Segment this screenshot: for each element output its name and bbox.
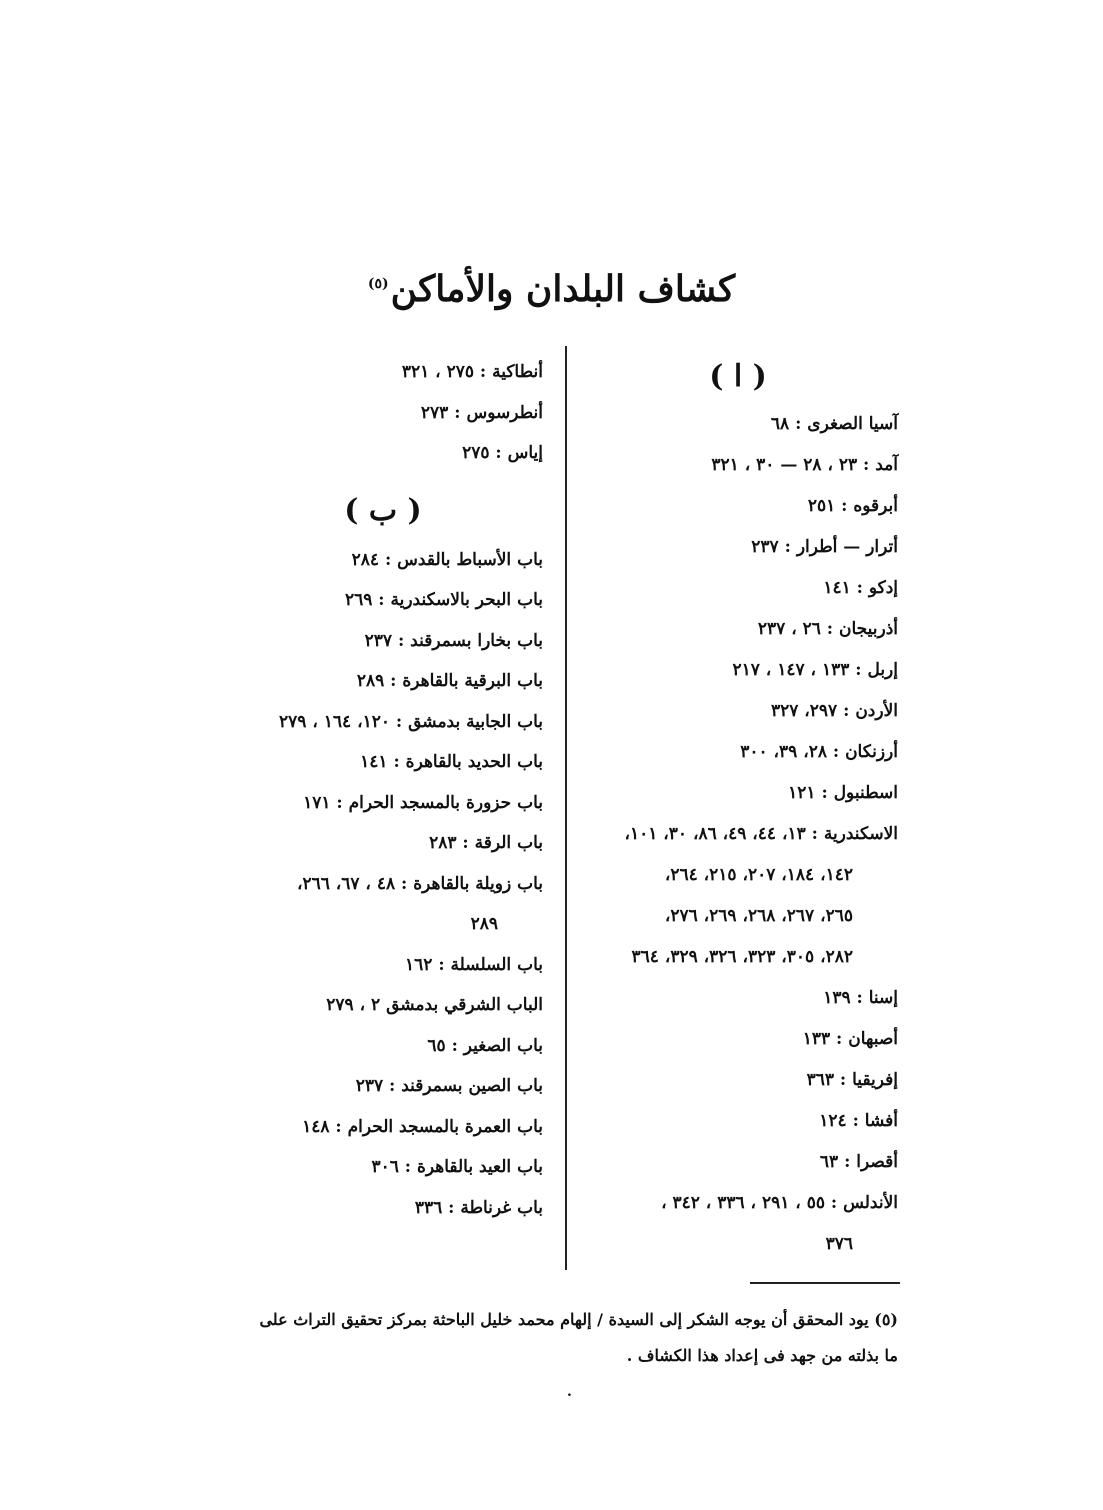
entry: باب الصين بسمرقند : ٢٣٧ bbox=[355, 1076, 543, 1096]
entry: باب البحر بالاسكندرية : ٢٦٩ bbox=[344, 590, 543, 610]
entry: أفشا : ١٢٤ bbox=[819, 1111, 898, 1131]
footnote-line: (٥) يود المحقق أن يوجه الشكر إلى السيدة / إلهام محمد خليل الباحثة بمركز تحقيق التراث على bbox=[259, 1310, 898, 1329]
entry: باب حزورة بالمسجد الحرام : ١٧١ bbox=[303, 792, 543, 813]
column-divider bbox=[565, 346, 567, 1270]
entry: باب الأسباط بالقدس : ٢٨٤ bbox=[351, 549, 543, 570]
entry: باب الصغير : ٦٥ bbox=[427, 1035, 543, 1056]
page-mark: . bbox=[567, 1384, 572, 1400]
footnote bbox=[248, 1302, 898, 1374]
entry: أقصرا : ٦٣ bbox=[819, 1152, 898, 1172]
entry-continuation: ١٤٢، ١٨٤، ٢٠٧، ٢١٥، ٢٦٤، bbox=[664, 865, 853, 885]
entry-continuation: ٣٧٦ bbox=[825, 1234, 853, 1254]
entry: باب العيد بالقاهرة : ٣٠٦ bbox=[371, 1157, 543, 1177]
letter-heading-ba: ( ب ) bbox=[344, 492, 422, 528]
index-column-left bbox=[223, 352, 543, 1228]
entry: باب زويلة بالقاهرة : ٤٨ ، ٦٧، ٢٦٦، bbox=[296, 873, 543, 894]
entry: الأندلس : ٥٥ ، ٢٩١ ، ٣٣٦ ، ٣٤٢ ، bbox=[661, 1193, 898, 1213]
entry: اسطنبول : ١٢١ bbox=[788, 783, 898, 803]
entry: آمد : ٢٣ ، ٢٨ — ٣٠ ، ٣٢١ bbox=[711, 455, 898, 475]
entry: باب البرقية بالقاهرة : ٢٨٩ bbox=[356, 671, 543, 691]
page-title bbox=[0, 268, 1103, 310]
index-column-right bbox=[578, 352, 898, 1265]
entry: أترار — أطرار : ٢٣٧ bbox=[751, 537, 898, 557]
entry: باب الرقة : ٢٨٣ bbox=[429, 833, 543, 853]
entry: إدكو : ١٤١ bbox=[823, 578, 898, 598]
footnote-line: ما بذلته من جهد فى إعداد هذا الكشاف . bbox=[626, 1346, 898, 1365]
letter-heading-alif: ( ا ) bbox=[709, 359, 767, 394]
entry: إياس : ٢٧٥ bbox=[462, 443, 543, 463]
entry-continuation: ٢٨٢، ٣٠٥، ٣٢٣، ٣٢٦، ٣٢٩، ٣٦٤ bbox=[631, 947, 853, 967]
entry: باب السلسلة : ١٦٢ bbox=[405, 954, 543, 975]
entry: الأردن : ٢٩٧، ٣٢٧ bbox=[770, 701, 898, 721]
entry: باب الجابية بدمشق : ١٢٠، ١٦٤ ، ٢٧٩ bbox=[279, 711, 543, 732]
entry: باب العمرة بالمسجد الحرام : ١٤٨ bbox=[302, 1116, 543, 1137]
entry-continuation: ٢٦٥، ٢٦٧، ٢٦٨، ٢٦٩، ٢٧٦، bbox=[664, 906, 853, 926]
entry: أنطرسوس : ٢٧٣ bbox=[420, 402, 543, 423]
entry: أرزنكان : ٢٨، ٣٩، ٣٠٠ bbox=[740, 742, 898, 762]
entry: إفريقيا : ٣٦٣ bbox=[806, 1070, 898, 1090]
entry: إسنا : ١٣٩ bbox=[823, 988, 898, 1008]
entry-continuation: ٢٨٩ bbox=[470, 914, 498, 934]
entry: أذربيجان : ٢٦ ، ٢٣٧ bbox=[757, 619, 898, 639]
page-title-text: كشاف البلدان والأماكن bbox=[390, 268, 736, 310]
entry: أنطاكية : ٢٧٥ ، ٣٢١ bbox=[401, 362, 543, 382]
entry: إربل : ١٣٣ ، ١٤٧ ، ٢١٧ bbox=[732, 660, 898, 680]
entry: الباب الشرقي بدمشق ٢ ، ٢٧٩ bbox=[326, 995, 543, 1015]
entry: الاسكندرية : ١٣، ٤٤، ٤٩، ٨٦، ٣٠، ١٠١، bbox=[624, 824, 898, 844]
entry: أبرقوه : ٢٥١ bbox=[807, 496, 898, 516]
entry: باب الحديد بالقاهرة : ١٤١ bbox=[360, 752, 543, 772]
entry: باب غرناطة : ٣٣٦ bbox=[414, 1197, 543, 1218]
title-footnote-marker: (٥) bbox=[367, 276, 389, 292]
entry: آسيا الصغرى : ٦٨ bbox=[770, 414, 898, 434]
entry: أصبهان : ١٣٣ bbox=[802, 1029, 898, 1049]
entry: باب بخارا بسمرقند : ٢٣٧ bbox=[364, 630, 543, 651]
footnote-rule bbox=[750, 1282, 900, 1284]
